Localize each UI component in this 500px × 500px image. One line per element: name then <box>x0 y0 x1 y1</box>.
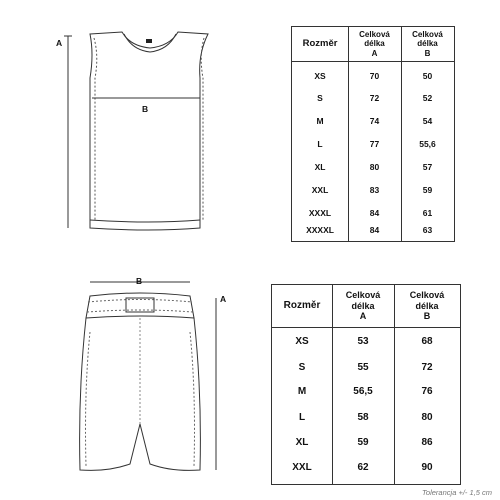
shorts-header-length-b: Celková délka B <box>409 290 445 322</box>
tank-top-outline <box>50 20 270 250</box>
shorts-diagram <box>60 272 240 490</box>
tank-top-dimension-b-label: B <box>142 104 149 114</box>
shorts-dimension-b-label: B <box>136 276 143 286</box>
shorts-size-table: Rozměr Celková délka A Celková délka B XS 53 68 S 55 72 M 56,5 76 L 58 80 XL 59 86 XXL 62 90 <box>271 284 461 485</box>
tank-top-diagram <box>50 20 270 250</box>
tank-top-header-length-b: Celková délka B <box>412 30 443 58</box>
tolerance-note: Tolerancja +/- 1,5 cm <box>422 488 492 497</box>
tank-top-size-table: Rozměr Celková délka A Celková délka B XS 70 50 S 72 52 M 74 54 L 77 55,6 XL 80 57 XXL 83 59 XXXL 84 61 XXXXL 84 63 <box>291 26 455 242</box>
tank-top-header-size: Rozměr <box>302 37 338 49</box>
shorts-header-length-a: Celková délka A <box>345 290 381 322</box>
shorts-header-size: Rozměr <box>283 300 321 312</box>
tank-top-dimension-a-label: A <box>56 38 63 48</box>
tank-top-header-length-a: Celková délka A <box>359 30 390 58</box>
shorts-dimension-a-label: A <box>220 294 227 304</box>
shorts-outline <box>60 272 240 490</box>
